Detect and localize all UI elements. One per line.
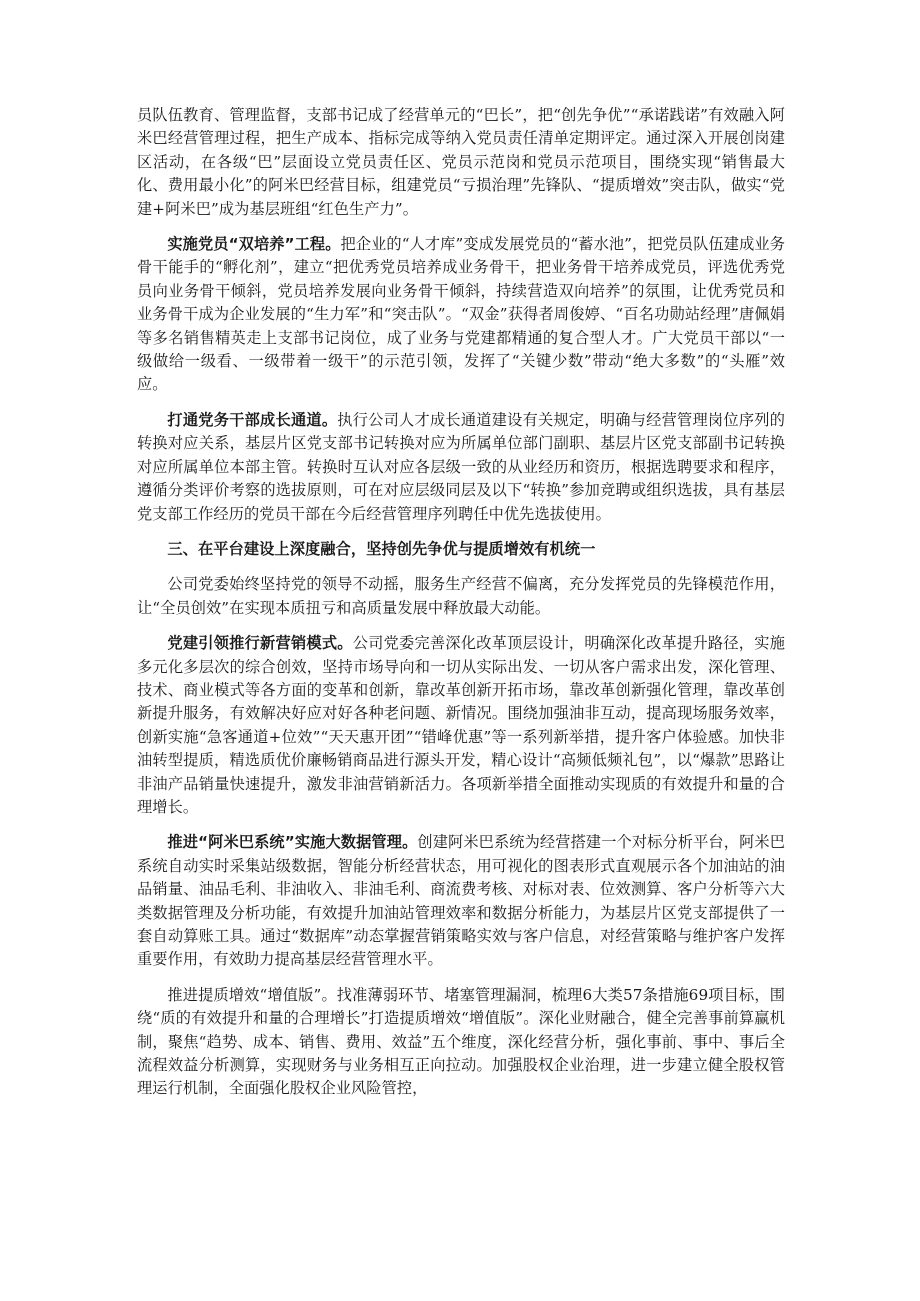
section-heading: 三、在平台建设上深度融合，坚持创先争优与提质增效有机统一 — [167, 539, 596, 558]
paragraph-amoeba-system — [137, 831, 785, 971]
paragraph-party-member-team — [137, 104, 785, 221]
paragraph-text: 员队伍教育、管理监督，支部书记成了经营单元的“巴长”，把“创先争优”“承诺践诺”有效融入阿米巴经营管理过程，把生产成本、指标完成等纳入党员责任清单定期评定。通过深入开展创岗建区活动，在各级“巴”层面设立党员责任区、党员示范岗和党员示范项目，围绕实现“销售最大化、费用最小化”的阿米巴经营目标，组建党员“亏损治理”先锋队、“提质增效”突击队，做实“党建+阿米巴”成为基层班组“红色生产力”。 — [137, 106, 785, 218]
paragraph-value-added — [137, 984, 785, 1101]
paragraph-text: 创建阿米巴系统为经营搭建一个对标分析平台，阿米巴系统自动实时采集站级数据，智能分析经营状态，用可视化的图表形式直观展示各个加油站的油品销量、油品毛利、非油收入、非油毛利、商流费考核、对标对表、位效测算、客户分析等六大类数据管理及分析功能，有效提升加油站管理效率和数据分析能力，为基层片区党支部提供了一套自动算账工具。通过“数据库”动态掌握营销策略实效与客户信息，对经营策略与维护客户发挥重要作用，有效助力提高基层经营管理水平。 — [137, 833, 785, 969]
document-page — [137, 104, 785, 1113]
paragraph-lead: 打通党务干部成长通道。 — [167, 410, 338, 429]
paragraph-text: 把企业的“人才库”变成发展党员的“蓄水池”，把党员队伍建成业务骨干能手的“孵化剂”，建立“把优秀党员培养成业务骨干，把业务骨干培养成党员，评选优秀党员向业务骨干倾斜，党员培养发展向业务骨干倾斜，持续营造双向培养”的氛围，让优秀党员和业务骨干成为企业发展的“生力军”和“突击队”。“双金”获得者周俊婷、“百名功勋站经理”唐佩娟等多名销售精英走上支部书记岗位，成了业务与党建都精通的复合型人才。广大党员干部以“一级做给一级看、一级带着一级干”的示范引领，发挥了“关键少数”带动“绝大多数”的“头雁”效应。 — [137, 235, 785, 394]
paragraph-text: 推进提质增效“增值版”。找准薄弱环节、堵塞管理漏洞，梳理6大类57条措施69项目标，围绕“质的有效提升和量的合理增长”打造提质增效“增值版”。深化业财融合，健全完善事前算赢机制，聚焦“趋势、成本、销售、费用、效益”五个维度，深化经营分析，强化事前、事中、事后全流程效益分析测算，实现财务与业务相互正向拉动。加强股权企业治理，进一步建立健全股权管理运行机制，全面强化股权企业风险管控， — [137, 985, 785, 1098]
paragraph-lead: 推进“阿米巴系统”实施大数据管理。 — [167, 833, 418, 852]
paragraph-text: 公司党委完善深化改革顶层设计，明确深化改革提升路径，实施多元化多层次的综合创效，坚持市场导向和一切从实际出发、一切从客户需求出发，深化管理、技术、商业模式等各方面的变革和创新，靠改革创新开拓市场，靠改革创新强化管理，靠改革创新提升服务，有效解决好应对好各种老问题、新情况。围绕加强油非互动，提高现场服务效率，创新实施“急客通道+位效”“天天惠开团”“错峰优惠”等一系列新举措，提升客户体验感。加快非油转型提质，精选质优价廉畅销商品进行源头开发，精心设计“高频低频礼包”，以“爆款”思路让非油产品销量快速提升，激发非油营销新活力。各项新举措全面推动实现质的有效提升和量的合理增长。 — [137, 634, 785, 816]
paragraph-lead: 实施党员“双培养”工程。 — [167, 235, 341, 254]
paragraph-growth-channel — [137, 409, 785, 526]
paragraph-dual-cultivation — [137, 233, 785, 397]
paragraph-lead: 党建引领推行新营销模式。 — [167, 634, 353, 653]
paragraph-text: 公司党委始终坚持党的领导不动摇，服务生产经营不偏离，充分发挥党员的先锋模范作用，让“全员创效”在实现本质扭亏和高质量发展中释放最大动能。 — [137, 575, 785, 617]
paragraph-new-marketing — [137, 632, 785, 819]
paragraph-party-leadership — [137, 573, 785, 620]
paragraph-text: 执行公司人才成长通道建设有关规定，明确与经营管理岗位序列的转换对应关系，基层片区党支部书记转换对应为所属单位部门副职、基层片区党支部副书记转换对应所属单位本部主管。转换时互认对应各层级一致的从业经历和资历，根据选聘要求和程序，遵循分类评价考察的选拔原则，可在对应层级同层及以下“转换”参加竞聘或组织选拔，具有基层党支部工作经历的党员干部在今后经营管理序列聘任中优先选拔使用。 — [137, 410, 785, 523]
